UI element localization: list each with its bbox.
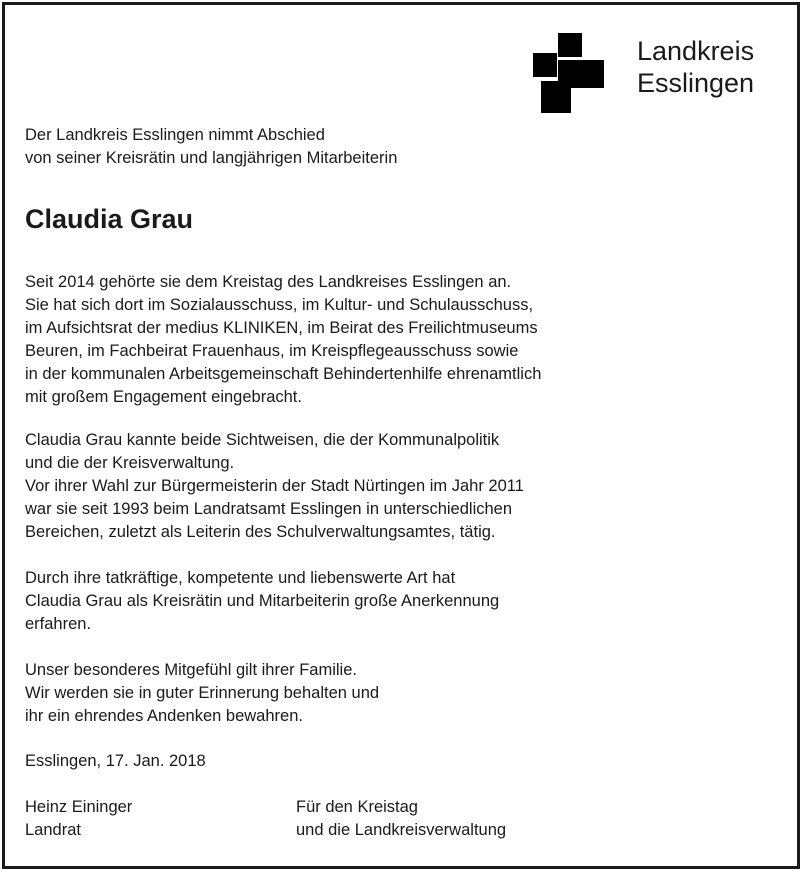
- paragraph-career: [25, 271, 541, 409]
- text-line: ihr ein ehrendes Andenken bewahren.: [25, 707, 303, 725]
- intro-line: von seiner Kreisrätin und langjährigen Mitarbeiterin: [25, 149, 398, 167]
- text-line: und die der Kreisverwaltung.: [25, 454, 235, 472]
- paragraph-recognition: [25, 567, 499, 636]
- text-line: war sie seit 1993 beim Landratsamt Esslingen in unterschiedlichen: [25, 500, 513, 518]
- text-line: Bereichen, zuletzt als Leiterin des Schulverwaltungsamtes, tätig.: [25, 523, 496, 541]
- deceased-name: Claudia Grau: [25, 204, 194, 234]
- signature-kreistag: [296, 796, 506, 842]
- text-line: erfahren.: [25, 615, 92, 633]
- intro-line: Der Landkreis Esslingen nimmt Abschied: [25, 126, 325, 144]
- text-line: Unser besonderes Mitgefühl gilt ihrer Familie.: [25, 661, 357, 679]
- landkreis-logo: [533, 33, 783, 113]
- signatory-name: Heinz Eininger: [25, 798, 133, 816]
- date-line: Esslingen, 17. Jan. 2018: [25, 752, 206, 770]
- text-line: Sie hat sich dort im Sozialausschuss, im Kultur- und Schulausschuss,: [25, 296, 534, 314]
- text-line: Beuren, im Fachbeirat Frauenhaus, im Kreispflegeausschuss sowie: [25, 342, 519, 360]
- logo-line-2: Esslingen: [637, 68, 755, 98]
- logo-squares-icon: [533, 33, 605, 113]
- text-line: in der kommunalen Arbeitsgemeinschaft Behindertenhilfe ehrenamtlich: [25, 365, 542, 383]
- signatory-body: Für den Kreistag: [296, 798, 418, 816]
- paragraph-condolence: [25, 659, 379, 728]
- logo-wordmark: [637, 35, 754, 99]
- text-line: Claudia Grau als Kreisrätin und Mitarbeiterin große Anerkennung: [25, 592, 500, 610]
- paragraph-background: [25, 429, 524, 544]
- signatory-body: und die Landkreisverwaltung: [296, 821, 507, 839]
- signature-landrat: [25, 796, 132, 842]
- text-line: im Aufsichtsrat der medius KLINIKEN, im Beirat des Freilichtmuseums: [25, 319, 538, 337]
- text-line: Wir werden sie in guter Erinnerung behalten und: [25, 684, 380, 702]
- text-line: Durch ihre tatkräftige, kompetente und liebenswerte Art hat: [25, 569, 456, 587]
- text-line: mit großem Engagement eingebracht.: [25, 388, 302, 406]
- text-line: Claudia Grau kannte beide Sichtweisen, die der Kommunalpolitik: [25, 431, 500, 449]
- logo-line-1: Landkreis: [637, 36, 755, 66]
- text-line: Vor ihrer Wahl zur Bürgermeisterin der Stadt Nürtingen im Jahr 2011: [25, 477, 524, 495]
- intro-text: [25, 124, 397, 170]
- signatory-title: Landrat: [25, 821, 81, 839]
- text-line: Seit 2014 gehörte sie dem Kreistag des Landkreises Esslingen an.: [25, 273, 512, 291]
